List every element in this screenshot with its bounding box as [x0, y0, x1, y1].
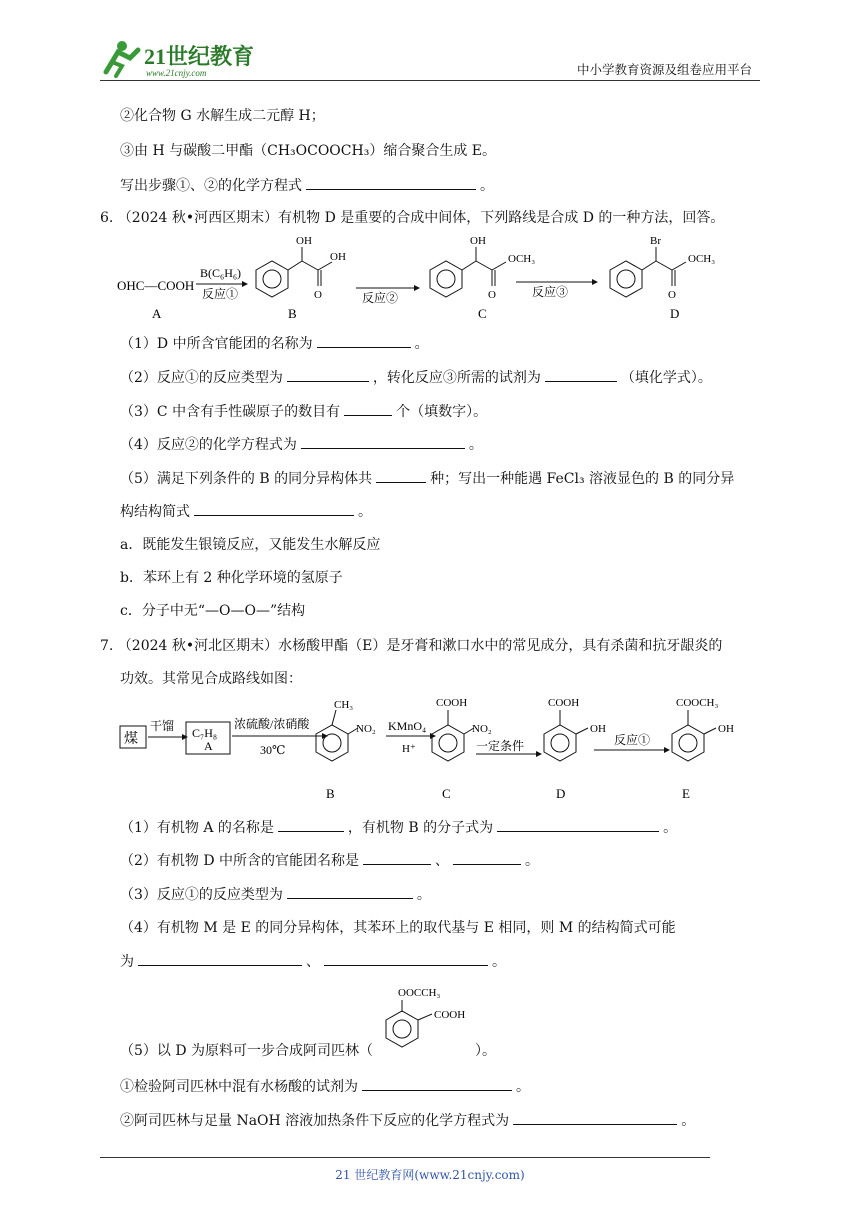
answer-blank[interactable]	[453, 850, 521, 865]
svg-text:OH: OH	[330, 251, 346, 263]
svg-text:COOH: COOH	[436, 697, 468, 709]
svg-text:CH₃: CH₃	[334, 699, 354, 711]
answer-blank[interactable]	[278, 817, 344, 832]
condition-a: a．既能发生银镜反应，又能发生水解反应	[120, 537, 381, 553]
header-platform-name: 中小学教育资源及组卷应用平台	[576, 62, 752, 77]
answer-blank[interactable]	[194, 501, 354, 516]
svg-text:反应②: 反应②	[362, 291, 399, 305]
svg-text:OH: OH	[718, 723, 734, 735]
svg-text:OCH₃: OCH₃	[688, 253, 716, 265]
text-line: （4）反应②的化学方程式为 。	[120, 434, 483, 455]
answer-blank[interactable]	[363, 850, 431, 865]
svg-text:OH: OH	[296, 235, 312, 247]
text-line: （5）满足下列条件的 B 的同分异构体共 种；写出一种能遇 FeCl₃ 溶液显色的 B 的同分异	[120, 468, 734, 489]
text-line: （3）C 中含有手性碳原子的数目有 个（填数字）。	[120, 401, 487, 422]
text-line: ②阿司匹林与足量 NaOH 溶液加热条件下反应的化学方程式为 。	[120, 1110, 695, 1131]
text-line: （2）反应①的反应类型为 ，转化反应③所需的试剂为 （填化学式）。	[120, 367, 712, 388]
text-line: （4）有机物 M 是 E 的同分异构体，其苯环上的取代基与 E 相同，则 M 的结构简式可能	[120, 920, 676, 936]
svg-text:B: B	[326, 786, 335, 801]
svg-text:OOCCH₃: OOCCH₃	[398, 987, 441, 999]
svg-text:COOH: COOH	[548, 697, 580, 709]
svg-text:OCH₃: OCH₃	[508, 253, 536, 265]
header-divider	[100, 80, 760, 81]
svg-text:OHC—COOH: OHC—COOH	[117, 278, 195, 293]
svg-text:COOH: COOH	[434, 1009, 466, 1021]
condition-b: b．苯环上有 2 种化学环境的氢原子	[120, 570, 343, 586]
svg-text:浓硫酸/浓硝酸: 浓硫酸/浓硝酸	[234, 717, 310, 731]
question-6-stem: 6. （2024 秋•河西区期末）有机物 D 是重要的合成中间体，下列路线是合成 D 的一种方法，回答。	[100, 210, 725, 226]
svg-text:一定条件: 一定条件	[476, 739, 525, 753]
reaction-scheme-6	[112, 232, 752, 324]
svg-text:反应③: 反应③	[532, 285, 569, 299]
answer-blank[interactable]	[324, 951, 488, 966]
answer-blank[interactable]	[545, 367, 617, 382]
site-logo	[92, 36, 262, 80]
footer-link[interactable]: 21 世纪教育网(www.21cnjy.com)	[335, 1168, 525, 1182]
svg-text:反应①: 反应①	[614, 733, 651, 747]
svg-text:D: D	[670, 306, 680, 321]
reaction-scheme-7	[112, 694, 762, 806]
text-line: （1）D 中所含官能团的名称为 。	[120, 333, 429, 354]
answer-blank[interactable]	[306, 175, 476, 190]
text-line: 为 、 。	[120, 951, 506, 972]
answer-blank[interactable]	[287, 884, 413, 899]
question-7-stem: 7. （2024 秋•河北区期末）水杨酸甲酯（E）是牙膏和漱口水中的常见成分，具有杀菌和抗牙龈炎的	[100, 638, 723, 654]
svg-text:B: B	[288, 306, 297, 321]
svg-text:E: E	[682, 786, 690, 801]
text-line: ③由 H 与碳酸二甲酯（CH₃OCOOCH₃）缩合聚合生成 E。	[120, 143, 496, 159]
svg-text:C₇H₈: C₇H₈	[192, 726, 218, 740]
svg-text:COOCH₃: COOCH₃	[676, 697, 719, 709]
answer-blank[interactable]	[362, 1076, 512, 1091]
svg-text:OH: OH	[470, 235, 486, 247]
text-line: （2）有机物 D 中所含的官能团名称是 、 。	[120, 850, 539, 871]
svg-text:KMnO₄: KMnO₄	[388, 719, 427, 733]
answer-blank[interactable]	[497, 817, 659, 832]
svg-text:A: A	[152, 306, 162, 321]
text-line: 构结构简式 。	[120, 501, 372, 522]
svg-text:D: D	[556, 786, 566, 801]
text-line: ②化合物 G 水解生成二元醇 H；	[120, 108, 325, 124]
svg-text:C: C	[478, 306, 487, 321]
svg-text:H⁺: H⁺	[402, 743, 416, 755]
svg-text:煤: 煤	[124, 732, 138, 747]
text-line: （5）以 D 为原料可一步合成阿司匹林（ ）。	[120, 1043, 497, 1059]
text-line: （3）反应①的反应类型为 。	[120, 884, 431, 905]
footer-divider	[100, 1157, 710, 1158]
answer-blank[interactable]	[287, 367, 369, 382]
answer-blank[interactable]	[513, 1110, 677, 1125]
answer-blank[interactable]	[317, 333, 411, 348]
answer-blank[interactable]	[344, 401, 392, 416]
svg-text:干馏: 干馏	[150, 719, 175, 733]
svg-text:A: A	[204, 739, 213, 753]
logo-text: 21世纪教育	[144, 44, 255, 69]
text-line: ①检验阿司匹林中混有水杨酸的试剂为 。	[120, 1076, 530, 1097]
logo-subtext: www.21cnjy.com	[146, 68, 207, 78]
condition-c: c．分子中无“—O—O—”结构	[120, 603, 306, 619]
svg-text:O: O	[488, 289, 496, 301]
answer-blank[interactable]	[301, 434, 465, 449]
svg-text:C: C	[442, 786, 451, 801]
text-line: 功效。其常见合成路线如图：	[120, 671, 302, 687]
svg-text:NO₂: NO₂	[472, 723, 492, 735]
svg-text:Br: Br	[650, 235, 661, 247]
answer-blank[interactable]	[376, 468, 426, 483]
answer-blank[interactable]	[138, 951, 302, 966]
svg-text:OH: OH	[590, 723, 606, 735]
text-line: 写出步骤①、②的化学方程式 。	[120, 175, 494, 196]
svg-text:30℃: 30℃	[260, 743, 286, 757]
svg-text:反应①: 反应①	[202, 287, 239, 301]
svg-text:O: O	[668, 289, 676, 301]
svg-text:O: O	[314, 289, 322, 301]
text-line: （1）有机物 A 的名称是 ，有机物 B 的分子式为 。	[120, 817, 677, 838]
svg-text:NO₂: NO₂	[356, 723, 376, 735]
svg-text:B(C₆H₆): B(C₆H₆)	[200, 266, 242, 280]
